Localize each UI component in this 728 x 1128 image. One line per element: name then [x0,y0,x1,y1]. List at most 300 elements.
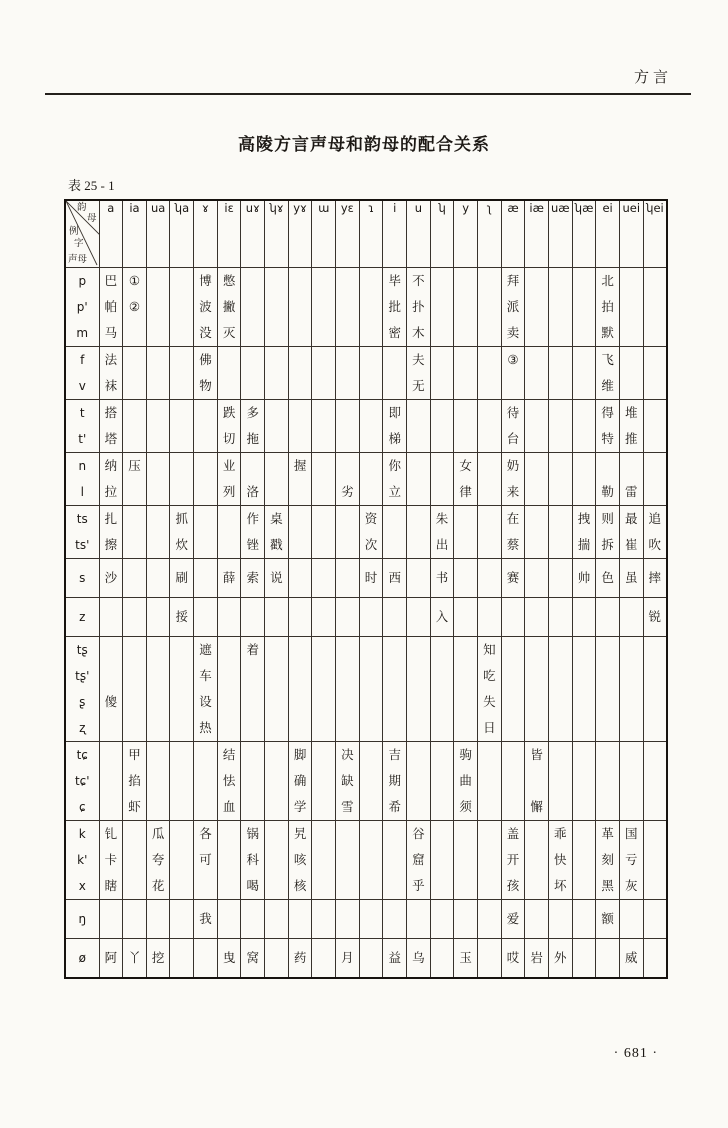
example-cell: 谷 窟 乎 [407,821,431,900]
example-cell [548,637,572,742]
example-cell [572,821,596,900]
final-header-ʅ: ʅ [478,200,502,268]
example-cell [265,400,289,453]
example-cell [194,506,218,559]
example-cell [312,900,336,939]
example-cell [478,821,502,900]
example-cell [596,598,620,637]
example-cell: 外 [548,939,572,979]
example-cell [217,598,241,637]
initial-group-row-ts [65,506,667,559]
initial-cell: ø [65,939,99,979]
example-cell [170,347,194,400]
example-cell [146,506,170,559]
example-cell [383,598,407,637]
example-cell [312,453,336,506]
example-cell [383,506,407,559]
example-cell: 待 台 [501,400,525,453]
initial-group-row-ŋ [65,900,667,939]
example-cell [525,268,549,347]
final-header-ʮɤ: ʮɤ [265,200,289,268]
initial-group-row-z [65,598,667,637]
example-cell: 资 次 [359,506,383,559]
example-cell: 挼 [170,598,194,637]
example-cell [454,347,478,400]
example-cell: 乌 [407,939,431,979]
example-cell: 憋 撇 灭 [217,268,241,347]
example-cell [265,598,289,637]
example-cell [478,268,502,347]
example-cell [454,821,478,900]
example-cell: 压 [123,453,147,506]
example-cell [407,742,431,821]
example-cell [383,347,407,400]
example-cell [525,637,549,742]
example-cell: 皆 懈 [525,742,549,821]
table-label: 表 25 - 1 [68,178,115,193]
example-cell: 纳 拉 [99,453,123,506]
example-cell [123,506,147,559]
example-cell: 甲 掐 虾 [123,742,147,821]
initial-group-row-s [65,559,667,598]
example-cell [478,453,502,506]
example-cell [288,559,312,598]
initial-group-row-ø [65,939,667,979]
final-header-u: u [407,200,431,268]
example-cell [359,637,383,742]
example-cell [572,742,596,821]
corner-cell [65,200,99,268]
example-cell: 窝 [241,939,265,979]
example-cell: 岩 [525,939,549,979]
final-header-i: i [383,200,407,268]
example-cell: 知 吃 失 日 [478,637,502,742]
example-cell [265,268,289,347]
example-cell [572,900,596,939]
example-cell [359,453,383,506]
example-cell: 佛 物 [194,347,218,400]
corner-label-finals: 韵 [77,203,87,213]
example-cell: 国 亏 灰 [619,821,643,900]
example-cell [572,400,596,453]
example-cell: 时 [359,559,383,598]
example-cell [288,400,312,453]
initial-group-row-f [65,347,667,400]
example-cell [430,821,454,900]
example-cell [312,598,336,637]
example-cell [217,821,241,900]
final-header-ia: ia [123,200,147,268]
example-cell: 锐 [643,598,667,637]
example-cell: 说 [265,559,289,598]
initial-cell: ŋ [65,900,99,939]
example-cell: 额 [596,900,620,939]
final-header-ua: ua [146,200,170,268]
example-cell: 吉 期 希 [383,742,407,821]
example-cell: 丫 [123,939,147,979]
example-cell: 北 拍 默 [596,268,620,347]
final-header-uei: uei [619,200,643,268]
example-cell [146,347,170,400]
example-cell [194,453,218,506]
phonology-table [64,199,668,979]
example-cell [525,598,549,637]
example-cell [288,347,312,400]
example-cell [194,400,218,453]
final-header-yɛ: yɛ [336,200,360,268]
example-cell [548,453,572,506]
initial-cell: n l [65,453,99,506]
example-cell: 索 [241,559,265,598]
example-cell [146,559,170,598]
example-cell: 毕 批 密 [383,268,407,347]
example-cell [146,900,170,939]
example-cell [643,821,667,900]
example-cell [336,400,360,453]
example-cell [288,598,312,637]
example-cell [643,637,667,742]
example-cell: 书 [430,559,454,598]
example-cell [407,900,431,939]
example-cell: 即 梯 [383,400,407,453]
initial-cell: tʂ tʂ' ʂ ʐ [65,637,99,742]
example-cell [430,400,454,453]
example-cell [572,637,596,742]
page-title: 高陵方言声母和韵母的配合关系 [238,135,490,155]
example-cell: 堆 推 [619,400,643,453]
example-cell [123,559,147,598]
example-cell: 博 波 没 [194,268,218,347]
example-cell [548,742,572,821]
example-cell: 曳 [217,939,241,979]
example-cell [194,742,218,821]
example-cell [217,637,241,742]
example-cell: 洛 [241,453,265,506]
example-cell [407,400,431,453]
example-cell [146,453,170,506]
example-cell [430,939,454,979]
example-cell [359,939,383,979]
example-cell [123,598,147,637]
example-cell [548,506,572,559]
example-cell [596,742,620,821]
example-cell [265,939,289,979]
final-header-uæ: uæ [548,200,572,268]
example-cell [312,821,336,900]
example-cell: 月 [336,939,360,979]
example-cell [383,637,407,742]
example-cell: 驹 曲 须 [454,742,478,821]
example-cell [454,559,478,598]
example-cell: 追 吹 [643,506,667,559]
corner-label-finals: 母 [87,214,97,224]
initial-cell: tɕ tɕ' ɕ [65,742,99,821]
example-cell [454,268,478,347]
example-cell: 挖 [146,939,170,979]
example-cell: 钆 卡 瞎 [99,821,123,900]
example-cell [501,598,525,637]
example-cell [407,598,431,637]
example-cell [312,559,336,598]
final-header-y: y [454,200,478,268]
example-cell [478,900,502,939]
initial-group-row-tɕ [65,742,667,821]
example-cell [265,637,289,742]
example-cell: 握 [288,453,312,506]
example-cell [217,900,241,939]
example-cell: 薛 [217,559,241,598]
example-cell: 益 [383,939,407,979]
example-cell: 飞 维 [596,347,620,400]
initial-group-row-n [65,453,667,506]
example-cell [619,268,643,347]
example-cell [430,637,454,742]
example-cell [336,821,360,900]
example-cell [123,400,147,453]
example-cell [170,637,194,742]
example-cell: 威 [619,939,643,979]
initial-cell: f v [65,347,99,400]
example-cell: 我 [194,900,218,939]
example-cell: 扎 擦 [99,506,123,559]
example-cell [170,742,194,821]
example-cell [265,347,289,400]
example-cell: 色 [596,559,620,598]
example-cell: 帅 [572,559,596,598]
example-cell: 拜 派 卖 [501,268,525,347]
example-cell [548,347,572,400]
final-header-æ: æ [501,200,525,268]
example-cell [123,821,147,900]
example-cell: 夫 无 [407,347,431,400]
example-cell: 抓 炊 [170,506,194,559]
example-cell: 劣 [336,453,360,506]
example-cell [572,598,596,637]
final-header-ʮei: ʮei [643,200,667,268]
initial-cell: z [65,598,99,637]
example-cell [312,637,336,742]
example-cell: 旯 咳 核 [288,821,312,900]
example-cell: 奶 来 [501,453,525,506]
example-cell [548,268,572,347]
example-cell [407,559,431,598]
example-cell [123,347,147,400]
example-cell: 拽 揣 [572,506,596,559]
corner-label-examples: 字 [74,239,84,249]
example-cell: 阿 [99,939,123,979]
example-cell [359,268,383,347]
example-cell [312,939,336,979]
example-cell [265,453,289,506]
example-cell: ③ [501,347,525,400]
example-cell: 朱 出 [430,506,454,559]
example-cell: 巴 帕 马 [99,268,123,347]
example-cell [194,939,218,979]
example-cell [241,598,265,637]
final-header-iæ: iæ [525,200,549,268]
example-cell [241,900,265,939]
example-cell [146,268,170,347]
example-cell: 你 立 [383,453,407,506]
example-cell [619,598,643,637]
example-cell: 跌 切 [217,400,241,453]
final-header-ʮ: ʮ [430,200,454,268]
example-cell [619,637,643,742]
example-cell [643,742,667,821]
example-cell [643,400,667,453]
final-header-uɤ: uɤ [241,200,265,268]
initial-cell: k k' x [65,821,99,900]
initial-group-row-t [65,400,667,453]
example-cell [454,598,478,637]
example-cell [312,742,336,821]
example-cell [336,506,360,559]
example-cell: 桌 戳 [265,506,289,559]
example-cell [312,506,336,559]
final-header-ei: ei [596,200,620,268]
final-header-ɯ: ɯ [312,200,336,268]
example-cell [478,506,502,559]
corner-label-initials: 声母 [68,255,88,265]
initial-cell: t t' [65,400,99,453]
example-cell: ① ② [123,268,147,347]
example-cell [123,637,147,742]
example-cell [548,400,572,453]
example-cell [170,400,194,453]
final-header-ʮa: ʮa [170,200,194,268]
example-cell [146,400,170,453]
example-cell [288,637,312,742]
example-cell [336,268,360,347]
example-cell [478,939,502,979]
example-cell [619,900,643,939]
example-cell [407,453,431,506]
example-cell: 玉 [454,939,478,979]
example-cell [265,821,289,900]
example-cell [383,900,407,939]
example-cell [146,598,170,637]
example-cell: 脚 确 学 [288,742,312,821]
running-header: 方言 [633,70,672,86]
example-cell: 雷 [619,453,643,506]
example-cell [548,598,572,637]
example-cell: 决 缺 雪 [336,742,360,821]
example-cell: 搭 塔 [99,400,123,453]
example-cell: 哎 [501,939,525,979]
example-cell [170,900,194,939]
example-cell: 不 扑 木 [407,268,431,347]
example-cell: 瓜 夸 花 [146,821,170,900]
example-cell [170,821,194,900]
example-cell: 西 [383,559,407,598]
example-cell: 作 锉 [241,506,265,559]
final-header-a: a [99,200,123,268]
example-cell [146,637,170,742]
example-cell [454,400,478,453]
example-cell [241,268,265,347]
example-cell [265,742,289,821]
initial-cell: ts ts' [65,506,99,559]
example-cell [572,268,596,347]
example-cell [430,268,454,347]
example-cell [288,900,312,939]
finals-header-row [65,200,667,268]
example-cell [596,637,620,742]
example-cell [359,821,383,900]
example-cell [572,453,596,506]
example-cell [241,742,265,821]
example-cell [430,742,454,821]
example-cell [336,347,360,400]
example-cell [123,900,147,939]
corner-label-examples: 例 [69,227,79,237]
final-header-iɛ: iɛ [217,200,241,268]
example-cell [99,742,123,821]
example-cell [336,637,360,742]
initial-group-row-tʂ [65,637,667,742]
example-cell [288,268,312,347]
example-cell [170,268,194,347]
example-cell [312,268,336,347]
initial-cell: s [65,559,99,598]
example-cell: 刷 [170,559,194,598]
example-cell: 乖 快 坏 [548,821,572,900]
example-cell [643,268,667,347]
example-cell [478,347,502,400]
example-cell [619,347,643,400]
example-cell: 多 拖 [241,400,265,453]
example-cell [501,742,525,821]
example-cell [643,939,667,979]
example-cell [454,637,478,742]
example-cell [478,742,502,821]
example-cell: 结 怯 血 [217,742,241,821]
example-cell [454,900,478,939]
example-cell: 盖 开 孩 [501,821,525,900]
example-cell [643,347,667,400]
example-cell [336,559,360,598]
example-cell [525,400,549,453]
example-cell [146,742,170,821]
example-cell: 虽 [619,559,643,598]
example-cell [525,559,549,598]
example-cell: 得 特 [596,400,620,453]
example-cell [99,598,123,637]
example-cell [430,900,454,939]
example-cell [619,742,643,821]
example-cell [359,598,383,637]
initial-group-row-p [65,268,667,347]
example-cell [478,400,502,453]
example-cell: 遮 车 设 热 [194,637,218,742]
example-cell [525,900,549,939]
example-cell [572,347,596,400]
example-cell [430,453,454,506]
final-header-ɤ: ɤ [194,200,218,268]
example-cell [430,347,454,400]
example-cell [170,453,194,506]
example-cell [478,598,502,637]
example-cell: 傻 [99,637,123,742]
example-cell: 着 [241,637,265,742]
example-cell [288,506,312,559]
example-cell [525,821,549,900]
example-cell [548,900,572,939]
example-cell: 锅 科 喝 [241,821,265,900]
final-header-ʮæ: ʮæ [572,200,596,268]
initial-cell: p p' m [65,268,99,347]
initial-group-row-k [65,821,667,900]
